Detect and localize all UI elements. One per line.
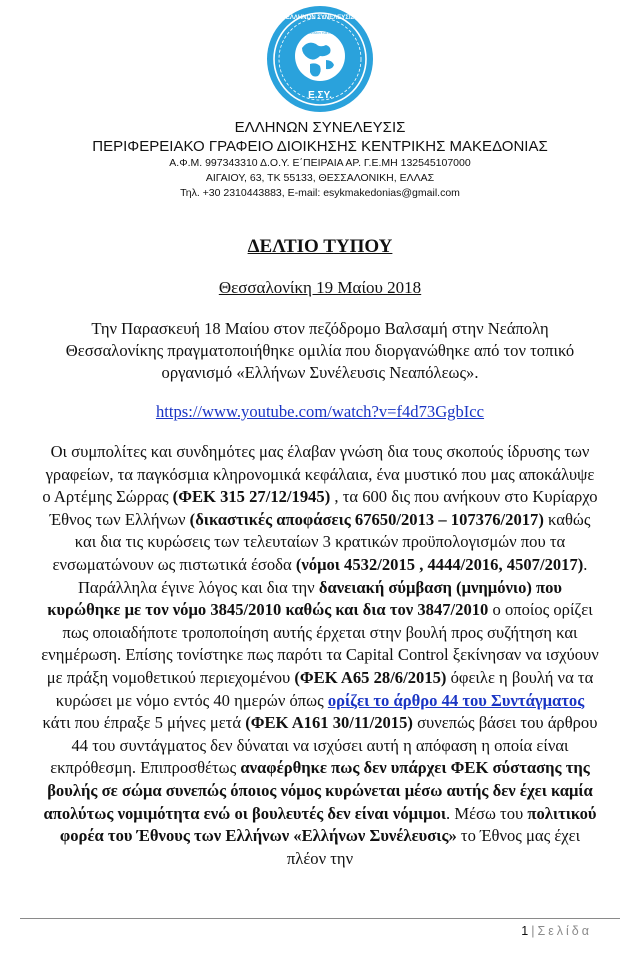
body-bold-3: (νόμοι 4532/2015 , 4444/2016, 4507/2017) <box>295 554 584 574</box>
body-text-5: ο οποίος ορίζει πως οποιαδήποτε τροποποίηση αυτής έρχεται στην βουλή προς συζήτηση και ενημέρωση. Επίσης τονίστηκε πως παρότι τα Capital Control ξεκίνησαν να ισχύουν με πράξη νομοθετικού περιεχομένου <box>41 600 599 687</box>
address: ΑΙΓΑΙΟΥ, 63, ΤΚ 55133, ΘΕΣΣΑΛΟΝΙΚΗ, ΕΛΛΑΣ <box>205 172 435 184</box>
intro-paragraph: Την Παρασκευή 18 Μαίου στον πεζόδρομο Βαλσαμή στην Νεάπολη Θεσσαλονίκης πραγματοποιήθηκε ομιλία που διοργανώθηκε από τον τοπικό οργανισμό «Ελλήνων Συνέλευσις Νεαπόλεως». <box>65 319 575 382</box>
document-date: Θεσσαλονίκη 19 Μαίου 2018 <box>218 278 422 297</box>
body-text-6: όφειλε η βουλή να τα κυρώσει με νόμο εντός 40 ημερών όπως <box>55 667 594 710</box>
logo-ring-text: ΕΛΛΗΝΩΝ ΣΥΝΕΛΕΥΣΙΣ <box>285 15 355 21</box>
body-text-8: συνεπώς βάσει του άρθρου 44 του συντάγματος δεν δύναται να ισχύσει αυτή η απόφαση η οποία είναι εκπρόθεσμη. Επιπροσθέτως <box>50 713 598 778</box>
footer-divider <box>20 918 620 919</box>
article-44-link[interactable]: ορίζει το άρθρο 44 του Συντάγματος <box>327 690 585 710</box>
page-footer <box>521 924 592 938</box>
body-bold-7: αναφέρθηκε πως δεν υπάρχει ΦΕΚ σύστασης της βουλής σε σώμα συνεπώς όποιος νόμος κυρώνεται μέσω αυτής δεν έχει καμία απολύτως νομιμότητα ενώ οι βουλευτές δεν είναι νόμιμοι <box>43 758 593 823</box>
body-text-3: καθώς και δια τις κυρώσεις των τελευταίων 3 κρατικών προϋπολογισμών που τα ενσωματώνουν ως πιστωτικά έσοδα <box>52 509 591 574</box>
logo-abbr: Ε.ΣΥ. <box>308 90 332 101</box>
organization-logo <box>250 4 390 114</box>
body-bold-2: (δικαστικές αποφάσεις 67650/2013 – 107376/2017) <box>189 509 544 529</box>
letterhead <box>0 118 640 201</box>
footer-separator: | <box>531 924 535 938</box>
page-number: 1 <box>521 924 529 938</box>
contact-info: Τηλ. +30 2310443883, E-mail: esykmakedonias@gmail.com <box>180 187 460 199</box>
body-bold-1: (ΦΕΚ 315 27/12/1945) <box>172 487 331 507</box>
document-title: ΔΕΛΤΙΟ ΤΥΠΟΥ <box>247 236 393 257</box>
video-link[interactable]: https://www.youtube.com/watch?v=f4d73GgbIcc <box>155 402 485 421</box>
body-bold-5: (ΦΕΚ Α65 28/6/2015) <box>294 667 447 687</box>
body-text-2: , τα 600 δις που ανήκουν στο Κυρίαρχο Έθνος των Ελλήνων <box>49 487 598 529</box>
page-label: Σελίδα <box>537 924 592 938</box>
logo-inner-text: ΑΠΑΝΤΑΧΟΥ ΤΗΣ ΓΑΙΑΣ <box>304 31 336 35</box>
body-text-10: το Έθνος μας έχει πλέον την <box>286 826 581 868</box>
body-bold-4: δανειακή σύμβαση (μνημόνιο) που κυρώθηκε με τον νόμο 3845/2010 καθώς και δια τον 3847/2010 <box>47 577 563 620</box>
body-bold-6: (ΦΕΚ Α161 30/11/2015) <box>245 713 413 733</box>
org-name: ΕΛΛΗΝΩΝ ΣΥΝΕΛΕΥΣΙΣ <box>234 119 406 136</box>
logo-emblem-icon <box>250 4 390 114</box>
video-link-line <box>0 402 640 422</box>
body-text-9: . Μέσω του <box>446 803 528 823</box>
body-paragraph <box>40 441 600 870</box>
body-text-1: Οι συμπολίτες και συνδημότες μας έλαβαν γνώση δια τους σκοπούς ίδρυσης των γραφείων, τα παγκόσμια κληρονομικά κεφάλαια, ένα μυστικό που μας αποκάλυψε ο Αρτέμης Σώρρας <box>42 442 595 507</box>
body-text-7: κάτι που έπραξε 5 μήνες μετά <box>42 713 246 733</box>
body-text-4: . Παράλληλα έγινε λόγος και δια την <box>77 554 588 597</box>
office-name: ΠΕΡΙΦΕΡΕΙΑΚΟ ΓΡΑΦΕΙΟ ΔΙΟΙΚΗΣΗΣ ΚΕΝΤΡΙΚΗΣ ΜΑΚΕΔΟΝΙΑΣ <box>92 138 548 155</box>
body-bold-8: πολιτικού φορέα του Έθνους των Ελλήνων «Ελλήνων Συνέλευσις» <box>59 803 597 846</box>
tax-info: Α.Φ.Μ. 997343310 Δ.Ο.Υ. Ε΄ΠΕΙΡΑΙΑ ΑΡ. Γ.Ε.ΜΗ 132545107000 <box>169 157 471 169</box>
